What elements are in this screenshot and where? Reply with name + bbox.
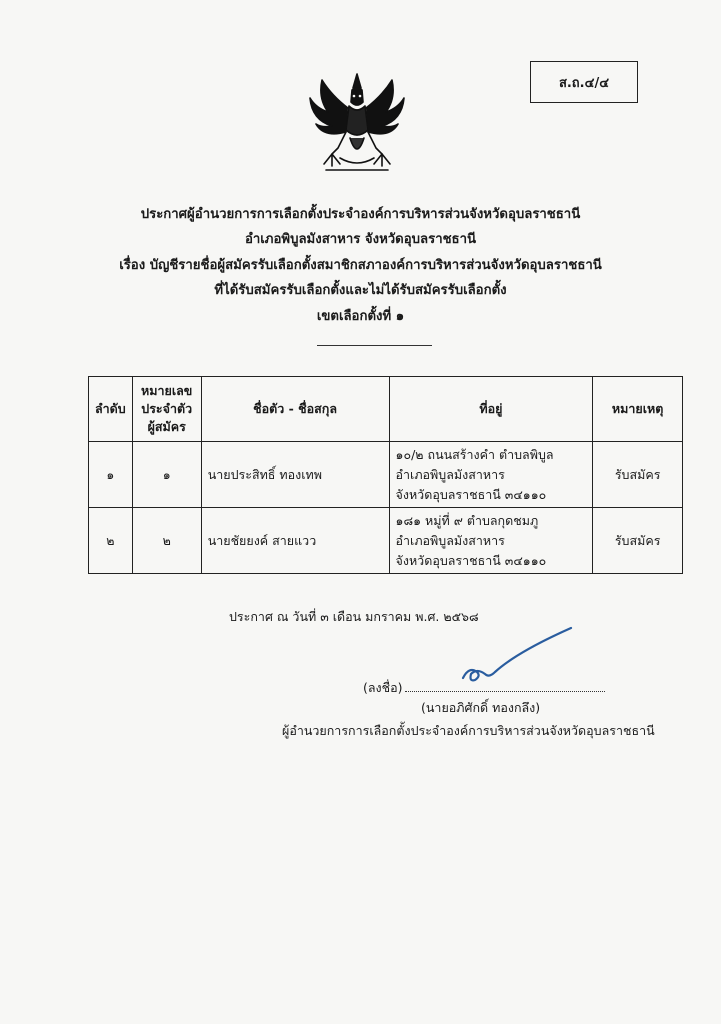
address-line: อำเภอพิบูลมังสาหาร: [395, 466, 505, 482]
signature-dotted-line: [405, 681, 605, 692]
signer-name: (นายอภิศักดิ์ ทองกลึง): [421, 700, 541, 715]
cell-number: ๑: [132, 442, 201, 508]
cell-number: ๒: [132, 508, 201, 574]
form-code-box: [530, 61, 638, 103]
heading-title: ประกาศผู้อำนวยการการเลือกตั้งประจำองค์การบริหารส่วนจังหวัดอุบลราชธานี: [140, 207, 581, 222]
header-order: ลำดับ: [89, 377, 133, 442]
address-line: อำเภอพิบูลมังสาหาร: [395, 532, 505, 548]
heading-subject: เรื่อง บัญชีรายชื่อผู้สมัครรับเลือกตั้งสมาชิกสภาองค์การบริหารส่วนจังหวัดอุบลราชธานี: [119, 258, 602, 273]
header-remark: หมายเหตุ: [593, 377, 683, 442]
header-address: ที่อยู่: [389, 377, 593, 442]
table-row: [89, 442, 683, 508]
heading-separator: [317, 345, 432, 346]
address-line: ๑๘๑ หมู่ที่ ๙ ตำบลกุดชมภู: [395, 512, 539, 528]
table-header-row: [89, 377, 683, 442]
form-code: ส.ถ.๔/๔: [558, 75, 610, 91]
cell-remark: รับสมัคร: [593, 442, 683, 508]
garuda-emblem-icon: [302, 68, 412, 176]
cell-name: นายประสิทธิ์ ทองเทพ: [201, 442, 389, 508]
header-number-line1: หมายเลข: [141, 383, 193, 398]
heading-district: อำเภอพิบูลมังสาหาร จังหวัดอุบลราชธานี: [244, 232, 477, 247]
cell-order: ๒: [89, 508, 133, 574]
signer-position: ผู้อำนวยการการเลือกตั้งประจำองค์การบริหารส่วนจังหวัดอุบลราชธานี: [282, 723, 655, 738]
table-row: [89, 508, 683, 574]
header-number-line3: ผู้สมัคร: [147, 419, 186, 434]
announcement-date: ประกาศ ณ วันที่ ๓ เดือน มกราคม พ.ศ. ๒๕๖๘: [229, 609, 479, 624]
header-number-line2: ประจำตัว: [141, 401, 193, 416]
cell-address: [389, 442, 593, 508]
address-line: จังหวัดอุบลราชธานี ๓๔๑๑๐: [395, 486, 547, 502]
cell-name: นายชัยยงค์ สายแวว: [201, 508, 389, 574]
sign-label: (ลงชื่อ): [363, 680, 403, 695]
sign-line: [363, 678, 605, 698]
address-line: จังหวัดอุบลราชธานี ๓๔๑๑๐: [395, 552, 547, 568]
cell-address: [389, 508, 593, 574]
cell-remark: รับสมัคร: [593, 508, 683, 574]
address-line: ๑๐/๒ ถนนสร้างคำ ตำบลพิบูล: [395, 446, 554, 462]
heading-subject-cont: ที่ได้รับสมัครรับเลือกตั้งและไม่ได้รับสมัครรับเลือกตั้ง: [214, 283, 507, 298]
header-name: ชื่อตัว - ชื่อสกุล: [201, 377, 389, 442]
candidate-table: [88, 376, 683, 574]
cell-order: ๑: [89, 442, 133, 508]
header-number: [132, 377, 201, 442]
heading-constituency: เขตเลือกตั้งที่ ๑: [316, 309, 405, 324]
